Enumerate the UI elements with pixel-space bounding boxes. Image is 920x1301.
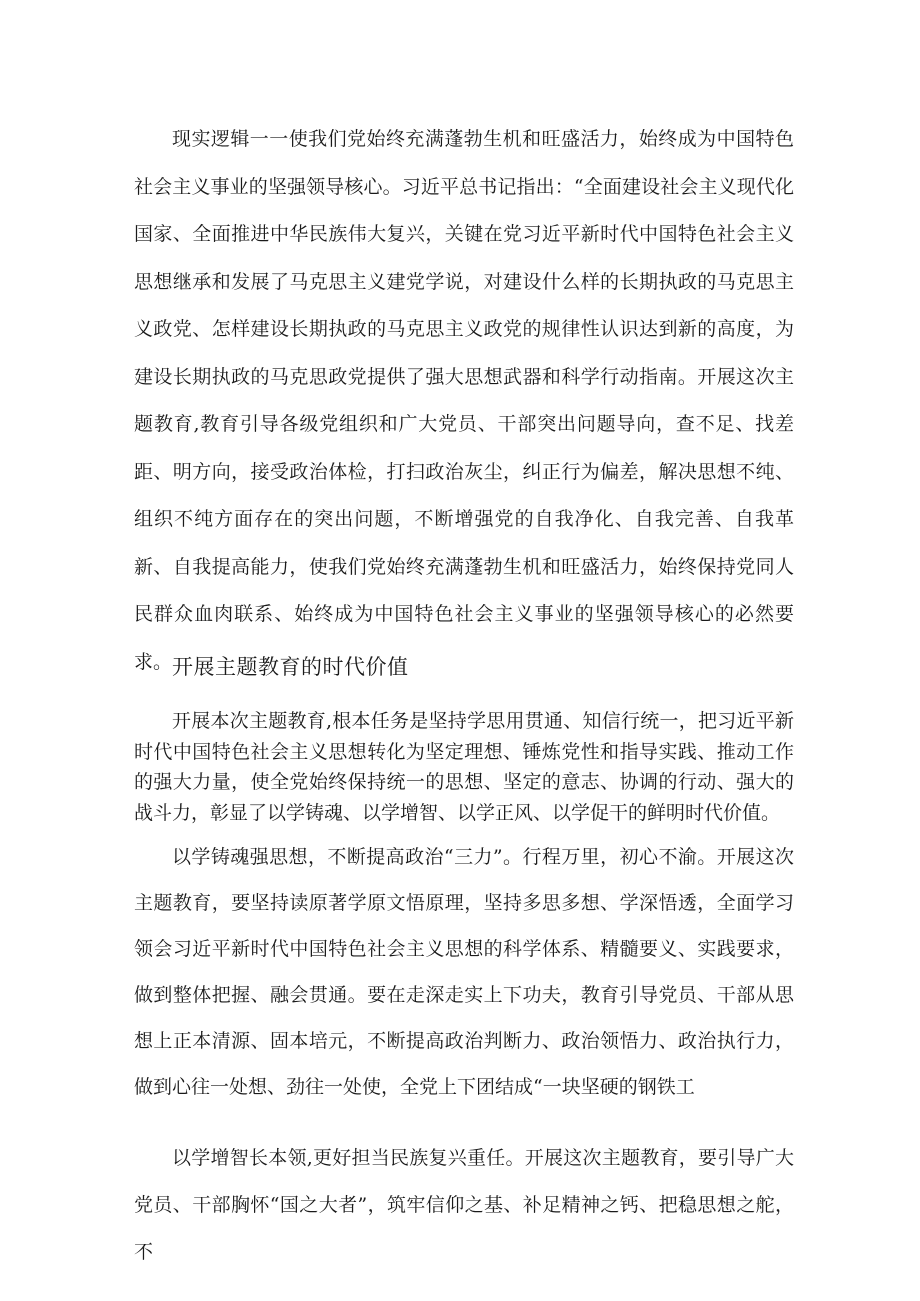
paragraph-3: 以学铸魂强思想，不断提高政治“三力”。行程万里，初心不渝。开展这次主题教育，要坚持读原著学原文悟原理，坚持多思多想、学深悟透，全面学习领会习近平新时代中国特色社会主义思想的科学体系、精髓要义、实践要求，做到整体把握、融会贯通。要在走深走实上下功夫，教育引导党员、干部从思想上正本清源、固本培元，不断提高政治判断力、政治领悟力、政治执行力，做到心往一处想、劲往一处使，全党上下团结成“一块坚硬的钢铁工 (134, 846, 794, 1098)
section-heading: 开展主题教育的时代价值 (172, 655, 409, 679)
paragraph-2: 开展本次主题教育,根本任务是坚持学思用贯通、知信行统一，把习近平新时代中国特色社会主义思想转化为坚定理想、锤炼党性和指导实践、推动工作的强大力量，使全党始终保持统一的思想、坚定的意志、协调的行动、强大的战斗力，彰显了以学铸魂、以学增智、以学正风、以学促干的鲜明时代价值。 (134, 710, 794, 824)
paragraph-4: 以学增智长本领,更好担当民族复兴重任。开展这次主题教育，要引导广大党员、干部胸怀“国之大者”，筑牢信仰之基、补足精神之钙、把稳思想之舵，不 (134, 1147, 794, 1263)
paragraph-1: 现实逻辑一一使我们党始终充满蓬勃生机和旺盛活力，始终成为中国特色社会主义事业的坚强领导核心。习近平总书记指出：“全面建设社会主义现代化国家、全面推进中华民族伟大复兴，关键在党习近平新时代中国特色社会主义思想继承和发展了马克思主义建党学说，对建设什么样的长期执政的马克思主义政党、怎样建设长期执政的马克思主义政党的规律性认识达到新的高度，为建设长期执政的马克思政党提供了强大思想武器和科学行动指南。开展这次主题教育,教育引导各级党组织和广大党员、干部突出问题导向，查不足、找差距、明方向，接受政治体检，打扫政治灰尘，纠正行为偏差，解决思想不纯、组织不纯方面存在的突出问题，不断增强党的自我净化、自我完善、自我革新、自我提高能力，使我们党始终充满蓬勃生机和旺盛活力，始终保持党同人民群众血肉联系、始终成为中国特色社会主义事业的坚强领导核心的必然要求。 (134, 128, 794, 673)
